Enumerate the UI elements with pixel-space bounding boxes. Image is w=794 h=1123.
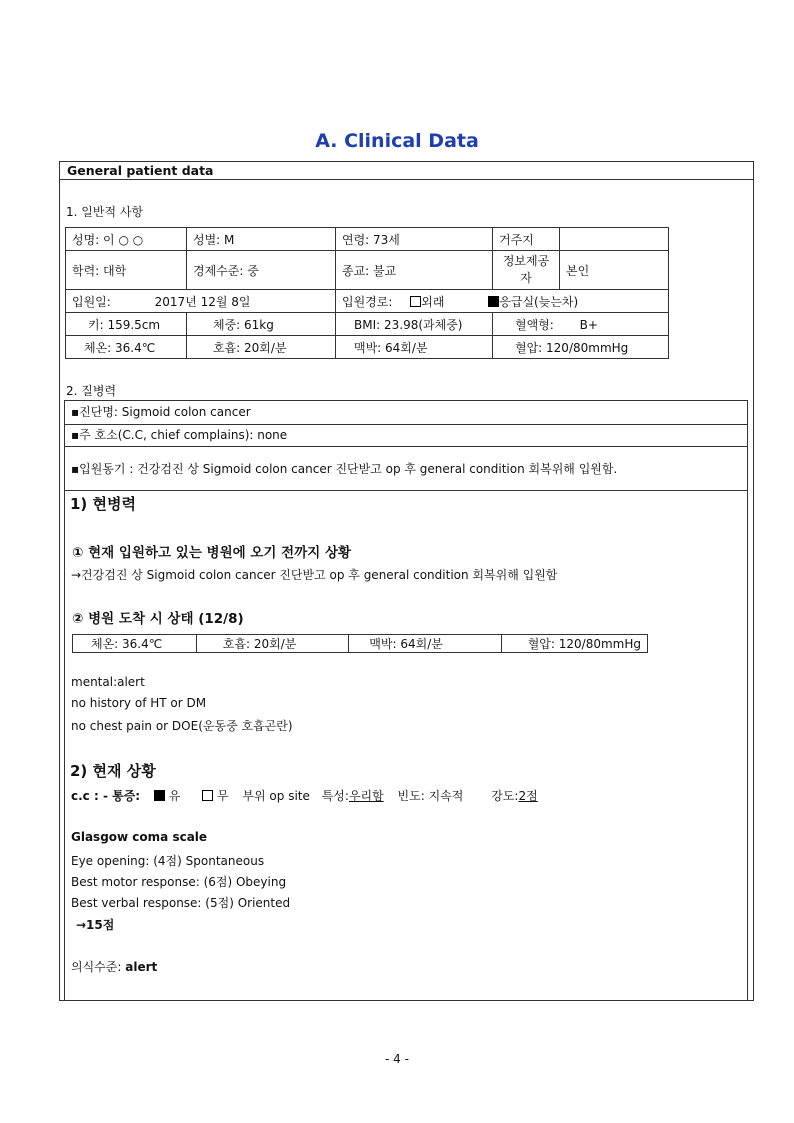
hpi-title: 1) 현병력 <box>70 495 136 513</box>
blood-label: 혈액형: <box>515 317 554 332</box>
loc-value: alert <box>125 960 158 974</box>
consciousness-line <box>71 958 157 975</box>
blood-value: B+ <box>579 317 598 332</box>
informant-value: 본인 <box>560 251 669 290</box>
residence-label: 거주지 <box>493 228 560 251</box>
section-header: General patient data <box>60 162 753 180</box>
checkbox-filled-icon <box>154 790 165 801</box>
frequency: 빈도: 지속적 <box>397 789 464 803</box>
diagnosis-row: ▪진단명: Sigmoid colon cancer <box>65 401 747 425</box>
general-info-table <box>65 227 669 359</box>
character-label: 특성: <box>321 789 349 803</box>
pain-no: 무 <box>217 789 229 803</box>
name-cell: 성명: 이 ○ ○ <box>66 228 187 251</box>
loc-label: 의식수준: <box>71 960 122 974</box>
arrival-temp: 체온: 36.4℃ <box>73 635 197 653</box>
age-cell: 연령: 73세 <box>336 228 493 251</box>
character-value: 우리함 <box>348 789 384 803</box>
gcs-line: Eye opening: (4점) Spontaneous <box>71 854 265 868</box>
checkbox-filled-icon <box>488 296 499 307</box>
gcs-title: Glasgow coma scale <box>71 830 208 844</box>
informant-label: 정보제공자 <box>493 251 560 290</box>
residence-value <box>560 228 669 251</box>
cc-label: c.c : - 통증: <box>71 789 141 803</box>
temp-cell: 체온: 36.4℃ <box>66 336 187 359</box>
gcs-line: Best verbal response: (5점) Oriented <box>71 896 291 910</box>
arrival-pulse: 맥박: 64회/분 <box>349 635 501 653</box>
admit-label: 입원일: <box>72 294 111 309</box>
pulse-cell: 맥박: 64회/분 <box>336 336 493 359</box>
height-cell: 키: 159.5cm <box>66 313 187 336</box>
religion-cell: 종교: 불교 <box>336 251 493 290</box>
arrival-resp: 호흡: 20회/분 <box>196 635 348 653</box>
checkbox-empty-icon <box>202 790 213 801</box>
note-line: mental:alert <box>71 675 145 689</box>
page-number: - 4 - <box>385 1052 409 1066</box>
gcs-total: →15점 <box>76 918 115 932</box>
weight-cell: 체중: 61kg <box>187 313 336 336</box>
page-title: A. Clinical Data <box>315 130 479 152</box>
admission-motive-row: ▪입원동기 : 건강검진 상 Sigmoid colon cancer 진단받고 op 후 general condition 회복위해 입원함. <box>65 447 747 491</box>
arrival-bp: 혈압: 120/80mmHg <box>501 635 647 653</box>
sex-cell: 성별: M <box>187 228 336 251</box>
bp-cell: 혈압: 120/80mmHg <box>493 336 669 359</box>
checkbox-empty-icon <box>410 296 421 307</box>
hpi-text-1: →건강검진 상 Sigmoid colon cancer 진단받고 op 후 general condition 회복위해 입원함 <box>71 568 558 582</box>
route-label: 입원경로: <box>342 294 393 309</box>
general-info-heading: 1. 일반적 사항 <box>66 205 144 219</box>
history-heading: 2. 질병력 <box>66 384 117 398</box>
route-emergency: 응급실(늦는차) <box>499 294 579 309</box>
education-cell: 학력: 대학 <box>66 251 187 290</box>
hpi-subtitle-2: ② 병원 도착 시 상태 (12/8) <box>72 611 244 627</box>
economic-cell: 경제수준: 중 <box>187 251 336 290</box>
arrival-vitals-table <box>72 634 648 653</box>
intensity-label: 강도: <box>491 789 519 803</box>
current-cc-line <box>71 787 538 804</box>
chief-complaint-row: ▪주 호소(C.C, chief complains): none <box>65 425 747 447</box>
gcs-line: Best motor response: (6점) Obeying <box>71 875 287 889</box>
pain-site: 부위 op site <box>242 789 310 803</box>
current-title: 2) 현재 상황 <box>70 762 156 780</box>
hpi-subtitle-1: ① 현재 입원하고 있는 병원에 오기 전까지 상황 <box>72 545 352 561</box>
intensity-value: 2점 <box>518 789 538 803</box>
note-line: no history of HT or DM <box>71 696 207 710</box>
bmi-cell: BMI: 23.98(과체중) <box>336 313 493 336</box>
route-outpatient: 외래 <box>421 294 445 309</box>
pain-yes: 유 <box>168 789 181 803</box>
note-line: no chest pain or DOE(운동중 호흡곤란) <box>71 719 293 733</box>
resp-cell: 호흡: 20회/분 <box>187 336 336 359</box>
admit-date: 2017년 12월 8일 <box>154 294 251 309</box>
